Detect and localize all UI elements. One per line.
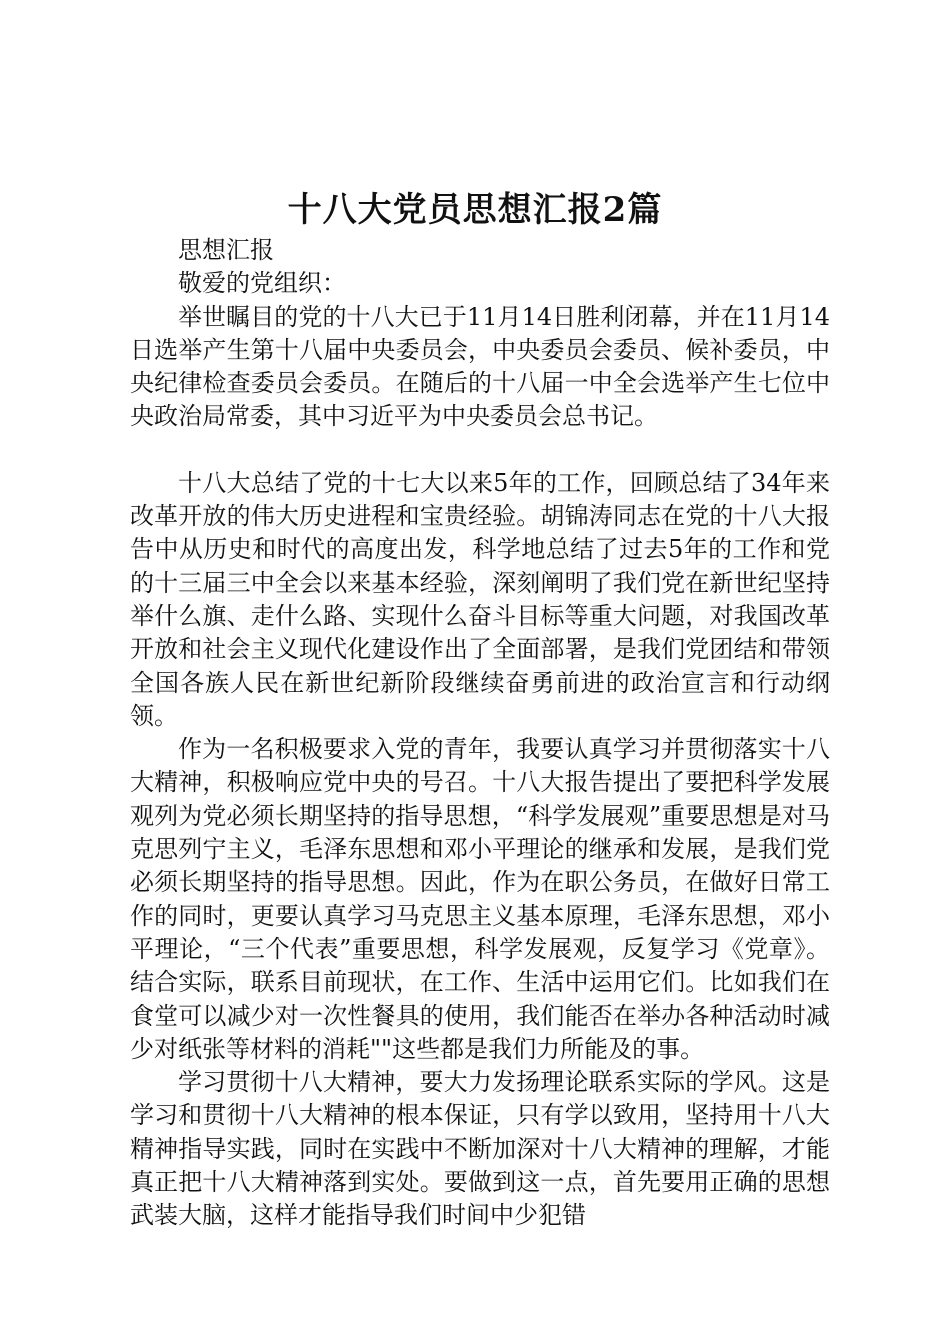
document-body [130,234,830,1233]
paragraph-salutation: 敬爱的党组织： [178,269,346,298]
paragraph-3: 作为一名积极要求入党的青年，我要认真学习并贯彻落实十八大精神，积极响应党中央的号召。十八大报告提出了要把科学发展观列为党必须长期坚持的指导思想，“科学发展观”重要思想是对马克思列宁主义，毛泽东思想和邓小平理论的继承和发展，是我们党必须长期坚持的指导思想。因此，作为在职公务员，在做好日常工作的同时，更要认真学习马克思主义基本原理，毛泽东思想，邓小平理论，“三个代表”重要思想，科学发展观，反复学习《党章》。结合实际，联系目前现状，在工作、生活中运用它们。比如我们在食堂可以减少对一次性餐具的使用，我们能否在举办各种活动时减少对纸张等材料的消耗""这些都是我们力所能及的事。 [130,735,830,1063]
paragraph-1: 举世瞩目的党的十八大已于11月14日胜利闭幕，并在11月14日选举产生第十八届中央委员会，中央委员会委员、候补委员，中央纪律检查委员会委员。在随后的十八届一中全会选举产生七位中央政治局常委，其中习近平为中央委员会总书记。 [130,302,830,431]
paragraph-heading: 思想汇报 [178,236,274,264]
paragraph-4: 学习贯彻十八大精神，要大力发扬理论联系实际的学风。这是学习和贯彻十八大精神的根本保证，只有学以致用，坚持用十八大精神指导实践，同时在实践中不断加深对十八大精神的理解，才能真正把十八大精神落到实处。要做到这一点，首先要用正确的思想武装大脑，这样才能指导我们时间中少犯错 [130,1068,830,1230]
paragraph-2: 十八大总结了党的十七大以来5年的工作，回顾总结了34年来改革开放的伟大历史进程和宝贵经验。胡锦涛同志在党的十八大报告中从历史和时代的高度出发，科学地总结了过去5年的工作和党的十三届三中全会以来基本经验，深刻阐明了我们党在新世纪坚持举什么旗、走什么路、实现什么奋斗目标等重大问题，对我国改革开放和社会主义现代化建设作出了全面部署，是我们党团结和带领全国各族人民在新世纪新阶段继续奋勇前进的政治宣言和行动纲领。 [130,468,830,730]
document-title: 十八大党员思想汇报2篇 [287,190,663,230]
